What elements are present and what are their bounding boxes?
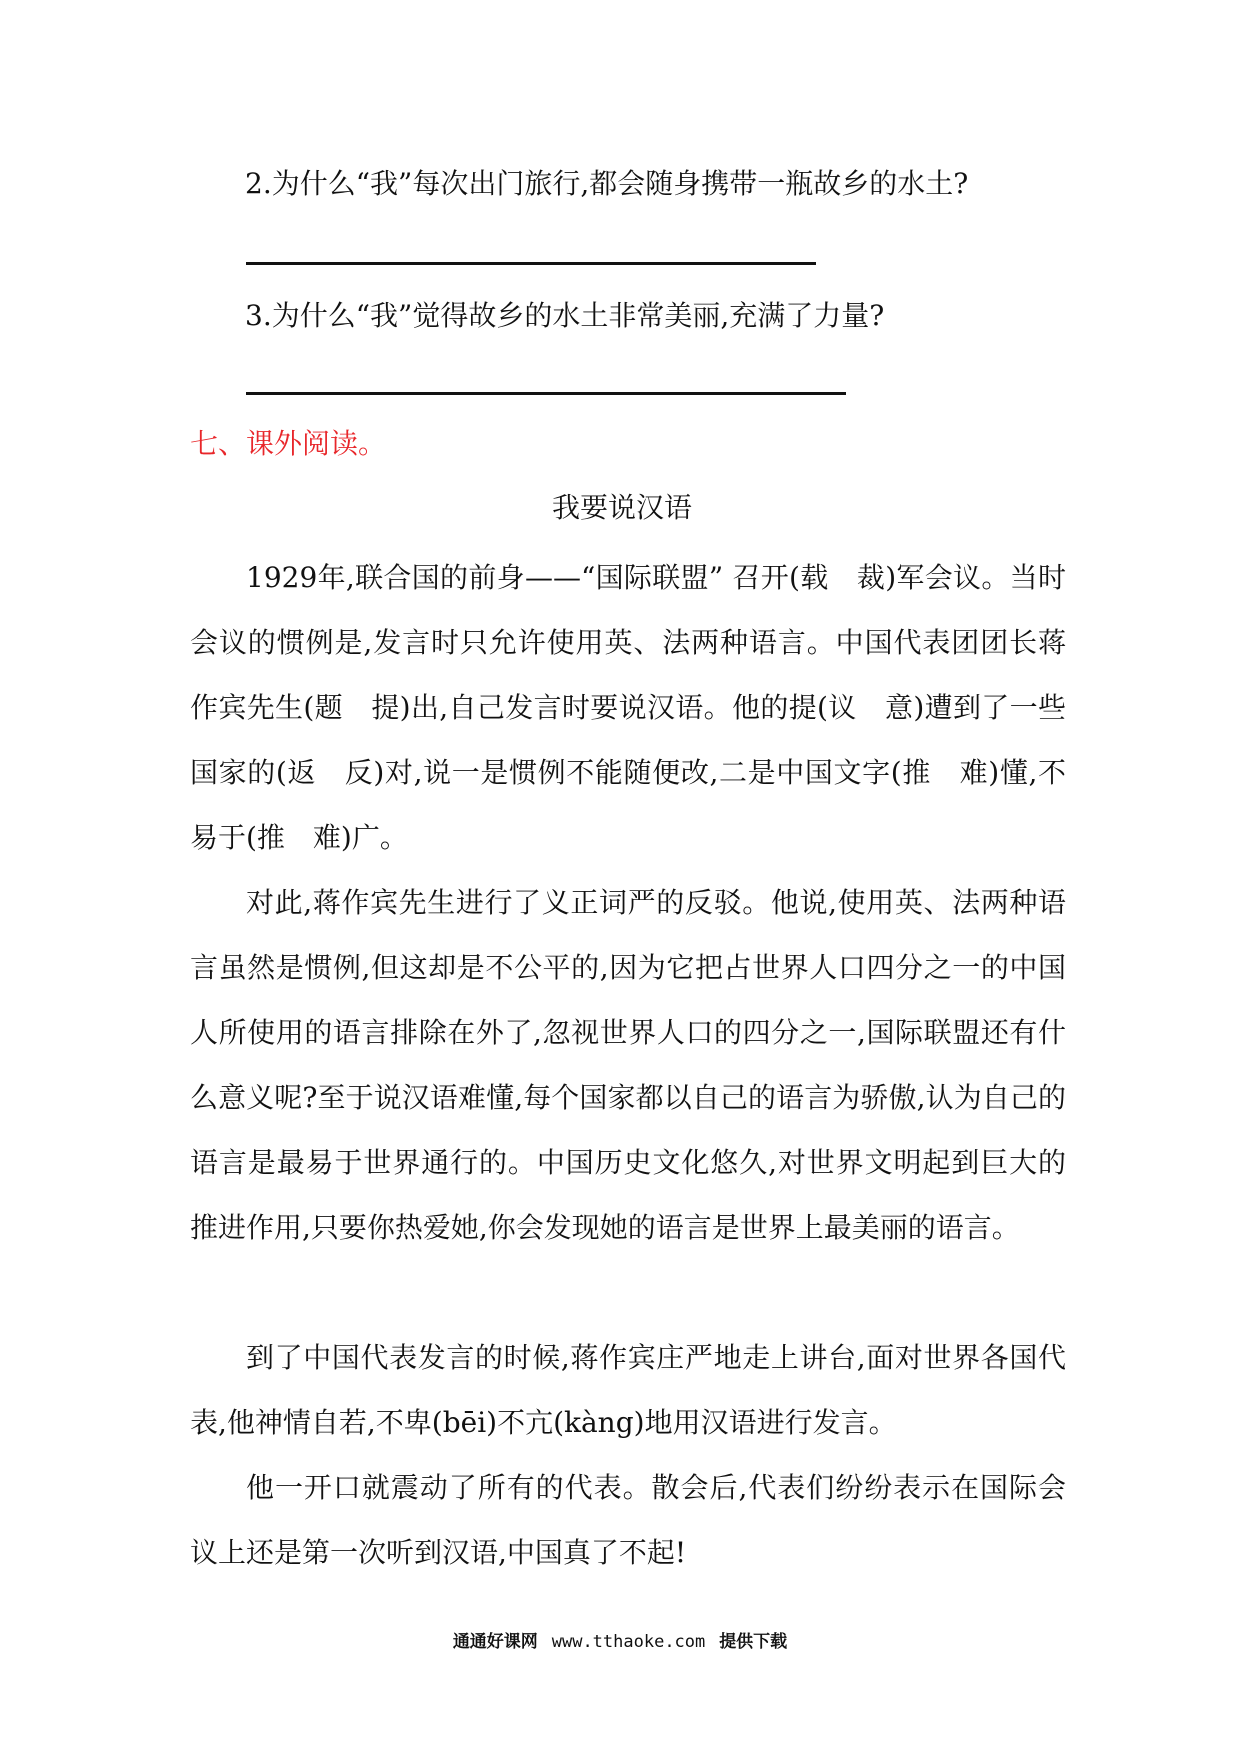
question-3: 3.为什么“我”觉得故乡的水土非常美丽,充满了力量? xyxy=(245,299,885,332)
answer-line-question-2 xyxy=(246,262,816,265)
article-paragraph-4: 他一开口就震动了所有的代表。散会后,代表们纷纷表示在国际会议上还是第一次听到汉语,中国真了不起! xyxy=(190,1471,1066,1569)
section-heading: 七、课外阅读。 xyxy=(190,427,387,460)
article-paragraph-2: 对此,蒋作宾先生进行了义正词严的反驳。他说,使用英、法两种语言虽然是惯例,但这却是不公平的,因为它把占世界人口四分之一的中国人所使用的语言排除在外了,忽视世界人口的四分之一,国际联盟还有什么意义呢?至于说汉语难懂,每个国家都以自己的语言为骄傲,认为自己的语言是最易于世界通行的。中国历史文化悠久,对世界文明起到巨大的推进作用,只要你热爱她,你会发现她的语言是世界上最美丽的语言。 xyxy=(190,886,1066,1244)
answer-line-question-3 xyxy=(246,392,846,395)
footer-site-name: 通通好课网 xyxy=(452,1632,538,1652)
footer-url: www.tthaoke.com xyxy=(551,1632,706,1652)
footer-credit xyxy=(0,1630,1240,1654)
article-paragraph-3: 到了中国代表发言的时候,蒋作宾庄严地走上讲台,面对世界各国代表,他神情自若,不卑(bēi)不亢(kàng)地用汉语进行发言。 xyxy=(190,1341,1066,1439)
article-paragraph-1: 1929年,联合国的前身——“国际联盟” 召开(载 裁)军会议。当时会议的惯例是,发言时只允许使用英、法两种语言。中国代表团团长蒋作宾先生(题 提)出,自己发言时要说汉语。他的提(议 意)遭到了一些国家的(返 反)对,说一是惯例不能随便改,二是中国文字(推 难)懂,不易于(推 难)广。 xyxy=(190,561,1066,854)
question-2: 2.为什么“我”每次出门旅行,都会随身携带一瓶故乡的水土? xyxy=(245,167,969,200)
footer-suffix: 提供下载 xyxy=(719,1632,788,1652)
article-title: 我要说汉语 xyxy=(551,491,692,524)
